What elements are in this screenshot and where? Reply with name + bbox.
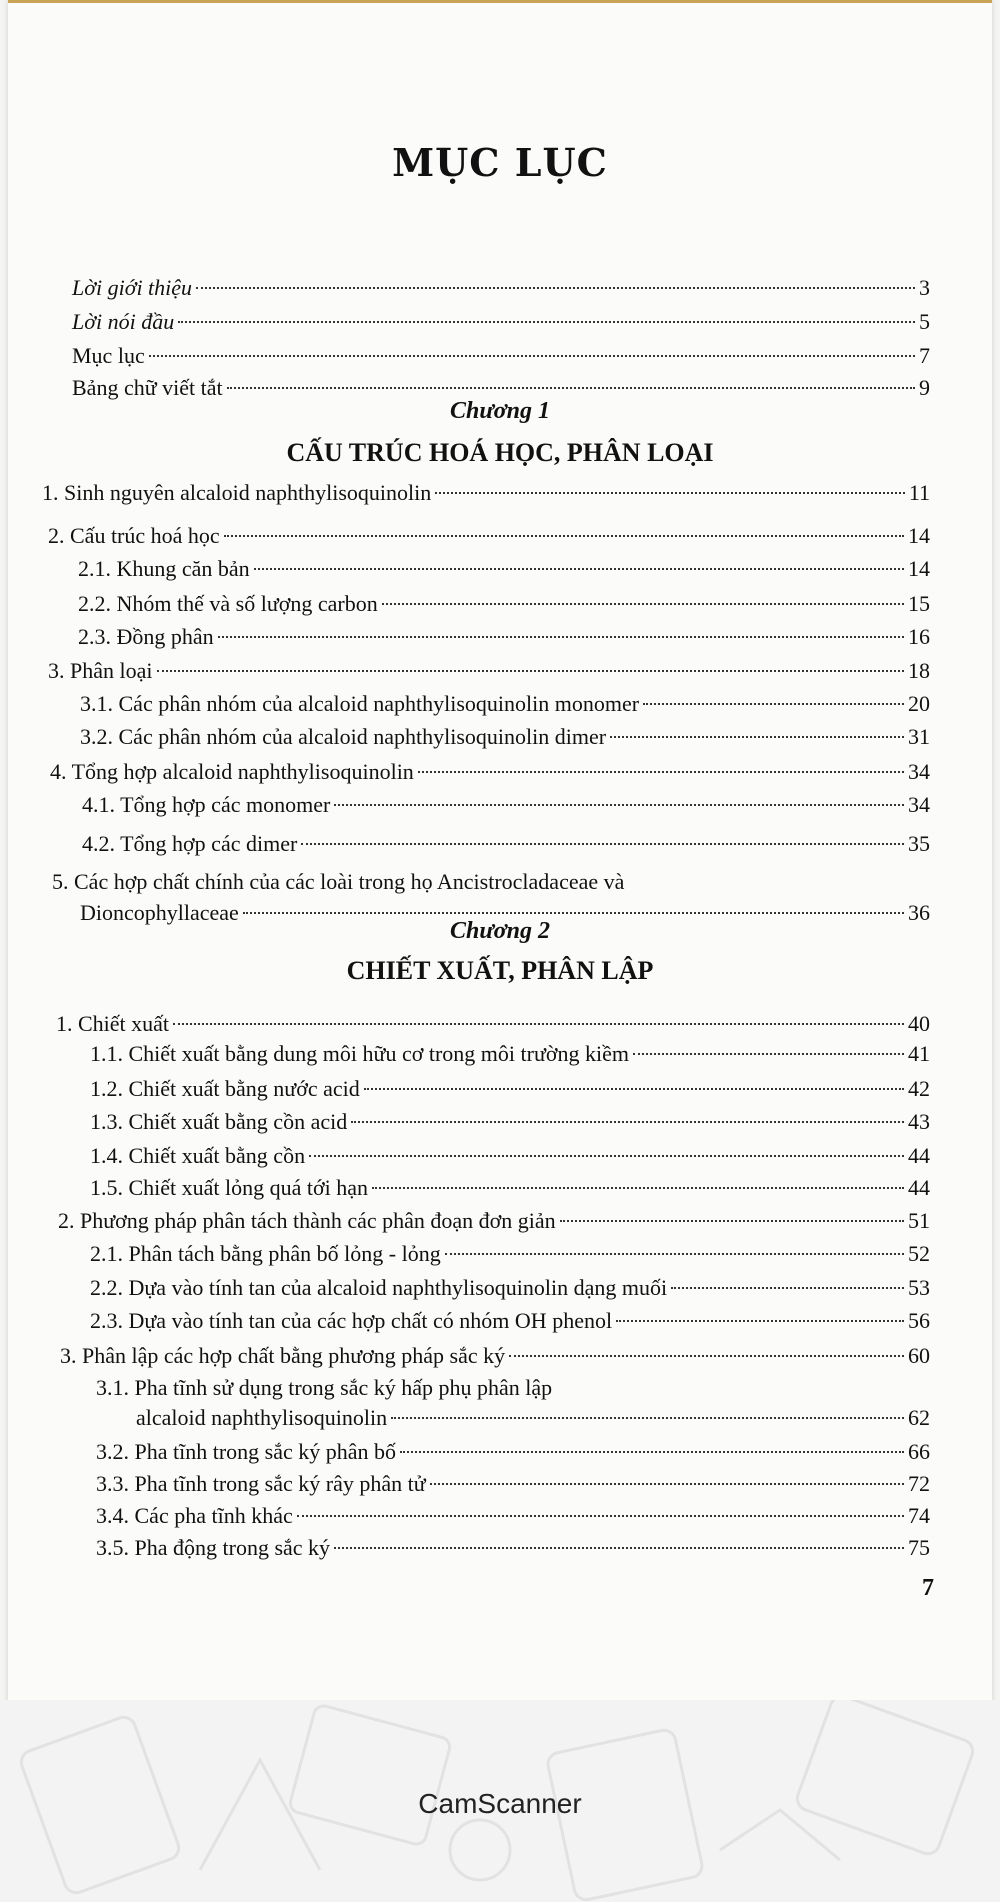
toc-entry-page: 3: [919, 275, 930, 300]
toc-entry-page: 75: [908, 1535, 930, 1560]
toc-entry: [80, 721, 930, 753]
toc-entry-page: 40: [908, 1011, 930, 1036]
toc-entry: [136, 1402, 930, 1434]
toc-entry-page: 44: [908, 1175, 930, 1200]
toc-entry-label: 2. Cấu trúc hoá học: [48, 523, 220, 548]
toc-leader-dots: [445, 1253, 904, 1255]
toc-entry: [48, 655, 930, 687]
toc-entry-page: 60: [908, 1343, 930, 1368]
toc-leader-dots: [372, 1187, 904, 1189]
toc-entry-page: 43: [908, 1109, 930, 1134]
toc-leader-dots: [243, 912, 904, 914]
toc-entry-label: 2. Phương pháp phân tách thành các phân đoạn đơn giản: [58, 1208, 556, 1233]
toc-leader-dots: [173, 1023, 904, 1025]
toc-entry: [56, 1008, 930, 1040]
toc-entry: [90, 1272, 930, 1304]
toc-leader-dots: [418, 771, 904, 773]
toc-leader-dots: [382, 603, 904, 605]
toc-entry-label: 2.3. Dựa vào tính tan của các hợp chất có nhóm OH phenol: [90, 1308, 613, 1333]
toc-entry-page: 42: [908, 1076, 930, 1101]
toc-entry-label: Lời nói đầu: [72, 309, 175, 334]
toc-entry-label: 4.1. Tổng hợp các monomer: [82, 792, 331, 817]
toc-entry-page: 16: [908, 624, 930, 649]
toc-entry: [80, 688, 930, 720]
toc-entry-label: 1.4. Chiết xuất bằng cồn: [90, 1143, 306, 1168]
toc-entry: [42, 477, 930, 509]
toc-entry: [96, 1436, 930, 1468]
toc-leader-dots: [351, 1121, 904, 1123]
toc-entry-page: 44: [908, 1143, 930, 1168]
toc-entry-label: 3.4. Các pha tĩnh khác: [96, 1503, 293, 1528]
toc-entry: [50, 756, 930, 788]
toc-entry-label: 2.1. Khung căn bản: [78, 556, 250, 581]
page-title: MỤC LỤC: [392, 140, 608, 185]
toc-entry-label: 3.1. Pha tĩnh sử dụng trong sắc ký hấp phụ phân lập: [96, 1375, 553, 1400]
toc-entry-page: 34: [908, 792, 930, 817]
toc-entry-label: 1. Chiết xuất: [56, 1011, 170, 1036]
toc-entry-page: 52: [908, 1241, 930, 1266]
toc-entry-label: 2.2. Dựa vào tính tan của alcaloid naphthylisoquinolin dạng muối: [90, 1275, 668, 1300]
toc-leader-dots: [610, 736, 904, 738]
toc-entry-label: 3.2. Các phân nhóm của alcaloid naphthylisoquinolin dimer: [80, 724, 607, 749]
toc-entry-label: 2.3. Đồng phân: [78, 624, 214, 649]
toc-leader-dots: [227, 387, 915, 389]
toc-entry-label: 1. Sinh nguyên alcaloid naphthylisoquinolin: [42, 480, 432, 505]
toc-entry: [90, 1038, 930, 1070]
toc-leader-dots: [560, 1220, 904, 1222]
toc-entry-label: 1.3. Chiết xuất bằng cồn acid: [90, 1109, 348, 1134]
toc-entry: [78, 588, 930, 620]
toc-entry-page: 15: [908, 591, 930, 616]
toc-leader-dots: [224, 535, 904, 537]
toc-entry-label: 3. Phân loại: [48, 658, 153, 683]
toc-leader-dots: [509, 1355, 904, 1357]
toc-entry-page: 7: [919, 343, 930, 368]
toc-entry-page: 18: [908, 658, 930, 683]
toc-entry-label: 2.2. Nhóm thế và số lượng carbon: [78, 591, 378, 616]
toc-leader-dots: [334, 804, 904, 806]
toc-entry-label: 1.2. Chiết xuất bằng nước acid: [90, 1076, 360, 1101]
toc-entry-label: Lời giới thiệu: [72, 275, 193, 300]
toc-entry-page: 11: [908, 480, 930, 505]
toc-entry-page: 14: [908, 556, 930, 581]
toc-entry: [60, 1340, 930, 1372]
toc-leader-dots: [149, 355, 915, 357]
toc-entry-page: 5: [919, 309, 930, 334]
toc-entry: [48, 520, 930, 552]
toc-leader-dots: [400, 1451, 904, 1453]
toc-entry: [72, 340, 930, 372]
toc-entry-page: 9: [919, 375, 930, 400]
toc-entry-label: alcaloid naphthylisoquinolin: [136, 1405, 388, 1430]
toc-leader-dots: [309, 1155, 904, 1157]
toc-leader-dots: [643, 703, 904, 705]
page-number: 7: [922, 1575, 934, 1601]
toc-entry-page: 72: [908, 1471, 930, 1496]
toc-entry-page: 62: [908, 1405, 930, 1430]
toc-leader-dots: [196, 287, 915, 289]
toc-entry-label: 4. Tổng hợp alcaloid naphthylisoquinolin: [50, 759, 414, 784]
toc-entry-page: 14: [908, 523, 930, 548]
toc-entry: [90, 1305, 930, 1337]
toc-entry: [72, 306, 930, 338]
toc-entry-label: 5. Các hợp chất chính của các loài trong họ Ancistrocladaceae và: [52, 869, 625, 894]
toc-leader-dots: [616, 1320, 904, 1322]
toc-entry-page: 34: [908, 759, 930, 784]
toc-entry-page: 20: [908, 691, 930, 716]
toc-entry: [90, 1106, 930, 1138]
toc-leader-dots: [364, 1088, 904, 1090]
toc-leader-dots: [334, 1547, 904, 1549]
toc-entry-page: 56: [908, 1308, 930, 1333]
toc-entry-label: 3.5. Pha động trong sắc ký: [96, 1535, 331, 1560]
toc-entry-page: 35: [908, 831, 930, 856]
toc-entry-label: 1.5. Chiết xuất lỏng quá tới hạn: [90, 1175, 369, 1200]
toc-entry-page: 41: [908, 1041, 930, 1066]
toc-entry: [96, 1532, 930, 1564]
toc-entry-page: 51: [908, 1208, 930, 1233]
toc-entry: [78, 621, 930, 653]
toc-entry: [82, 789, 930, 821]
toc-leader-dots: [435, 492, 905, 494]
toc-entry: [90, 1172, 930, 1204]
toc-entry: [52, 866, 930, 898]
toc-entry: [96, 1500, 930, 1532]
toc-leader-dots: [391, 1417, 904, 1419]
toc-entry-page: 36: [908, 900, 930, 925]
toc-leader-dots: [254, 568, 904, 570]
toc-entry-page: 74: [908, 1503, 930, 1528]
toc-leader-dots: [218, 636, 904, 638]
toc-entry: [96, 1372, 930, 1404]
toc-leader-dots: [633, 1053, 904, 1055]
toc-entry: [72, 272, 930, 304]
toc-entry: [78, 553, 930, 585]
toc-entry-page: 66: [908, 1439, 930, 1464]
toc-entry-label: Bảng chữ viết tắt: [72, 375, 223, 400]
toc-entry: [90, 1140, 930, 1172]
toc-leader-dots: [671, 1287, 904, 1289]
chapter-2-heading: Chương 2: [450, 918, 550, 944]
toc-entry: [90, 1073, 930, 1105]
toc-leader-dots: [297, 1515, 904, 1517]
toc-entry-label: 1.1. Chiết xuất bằng dung môi hữu cơ trong môi trường kiềm: [90, 1041, 629, 1066]
toc-entry: [90, 1238, 930, 1270]
toc-leader-dots: [178, 321, 915, 323]
toc-leader-dots: [157, 670, 905, 672]
toc-entry-label: 3. Phân lập các hợp chất bằng phương pháp sắc ký: [60, 1343, 506, 1368]
chapter-1-heading: Chương 1: [450, 398, 550, 424]
toc-entry-page: 53: [908, 1275, 930, 1300]
chapter-1-title: CẤU TRÚC HOÁ HỌC, PHÂN LOẠI: [286, 438, 714, 467]
toc-entry: [82, 828, 930, 860]
toc-entry: [96, 1468, 930, 1500]
toc-entry-label: Dioncophyllaceae: [80, 900, 239, 925]
toc-leader-dots: [301, 843, 904, 845]
toc-entry-label: 3.1. Các phân nhóm của alcaloid naphthylisoquinolin monomer: [80, 691, 640, 716]
chapter-2-title: CHIẾT XUẤT, PHÂN LẬP: [346, 956, 654, 985]
toc-entry: [58, 1205, 930, 1237]
toc-entry-label: Mục lục: [72, 343, 145, 368]
toc-entry-label: 3.3. Pha tĩnh trong sắc ký rây phân tử: [96, 1471, 426, 1496]
toc-entry-label: 2.1. Phân tách bằng phân bố lỏng - lỏng: [90, 1241, 441, 1266]
toc-entry-label: 4.2. Tổng hợp các dimer: [82, 831, 298, 856]
toc-entry-label: 3.2. Pha tĩnh trong sắc ký phân bố: [96, 1439, 397, 1464]
toc-entry-page: 31: [908, 724, 930, 749]
toc-leader-dots: [430, 1483, 904, 1485]
camscanner-brand: CamScanner: [418, 1788, 582, 1819]
